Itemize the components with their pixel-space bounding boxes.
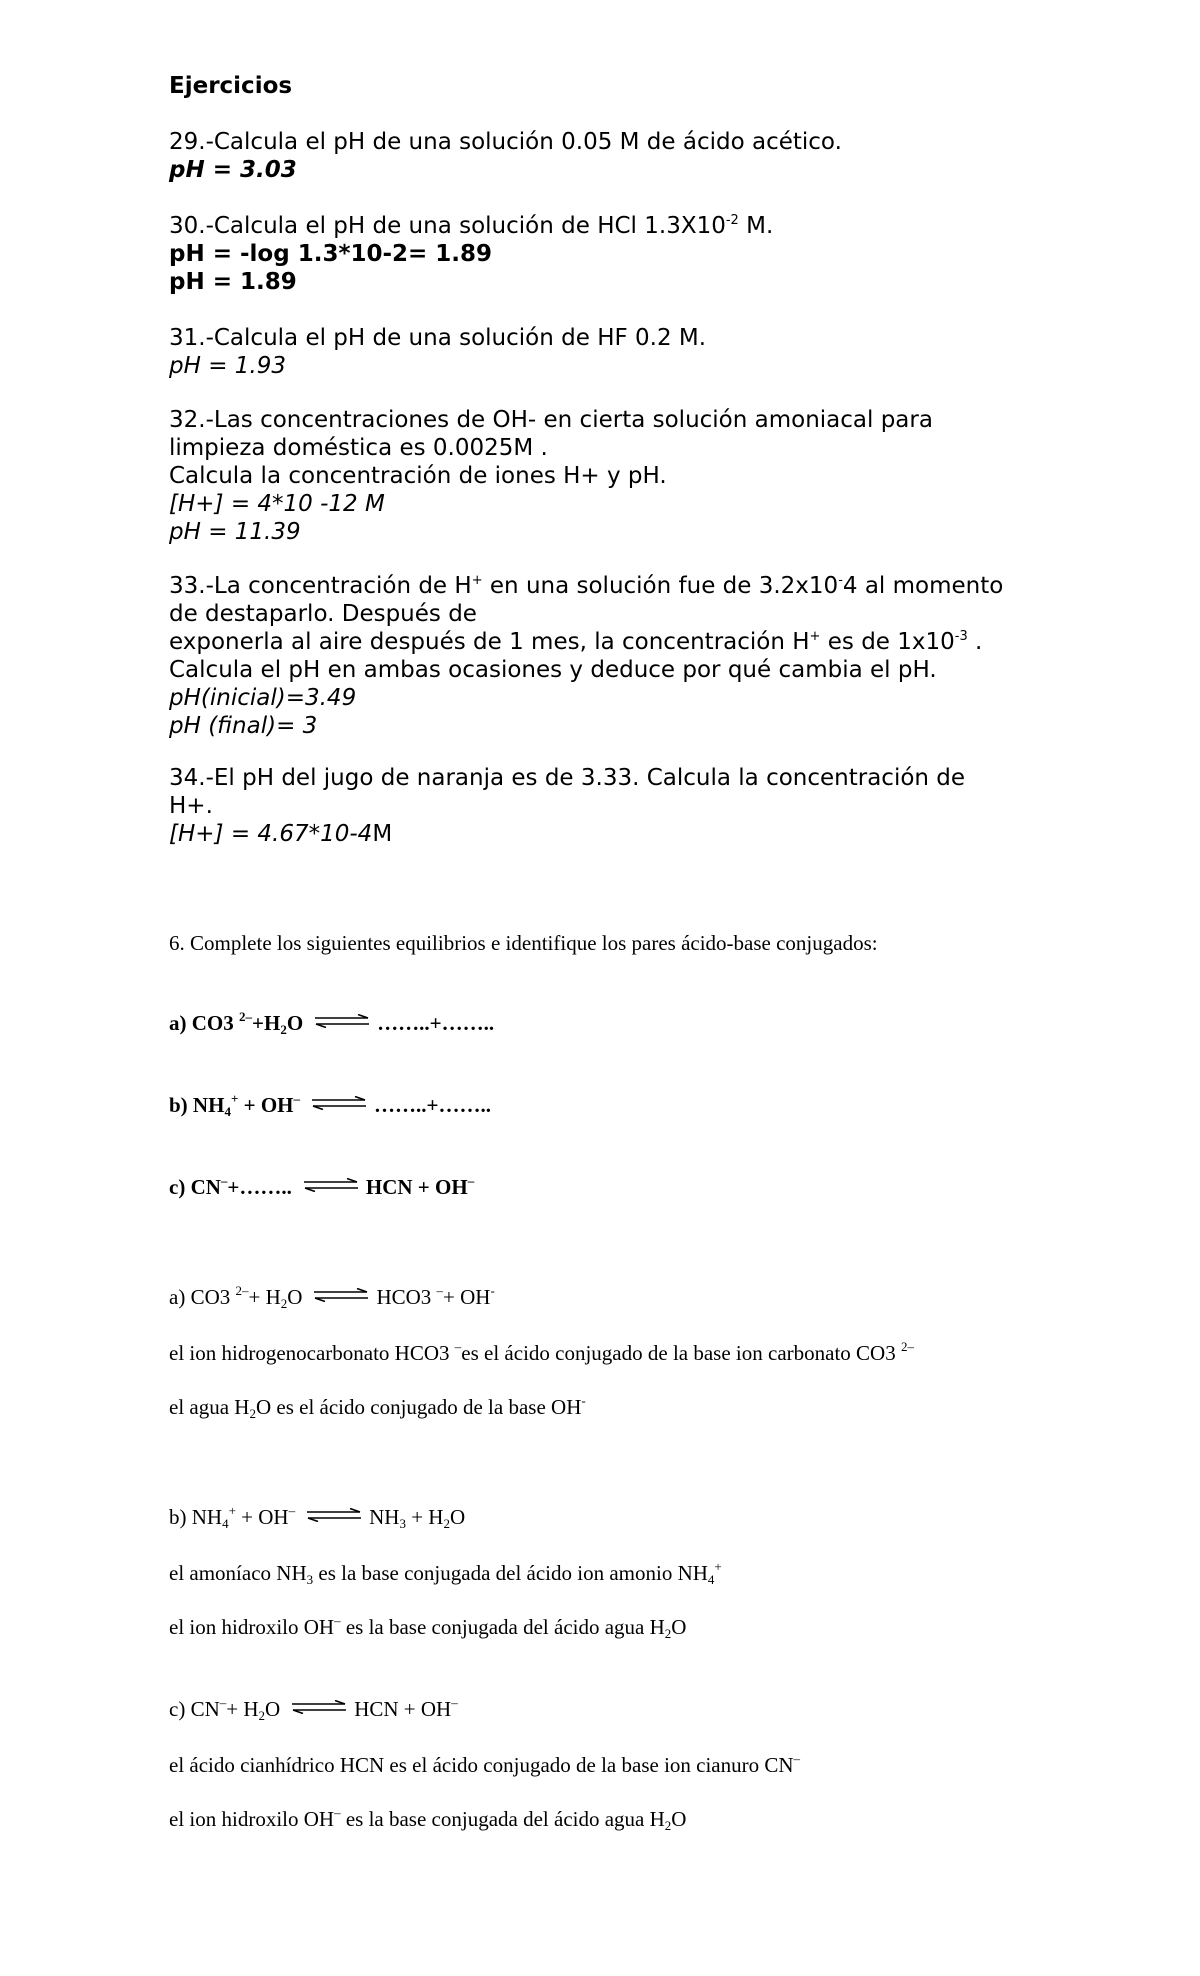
answer-unit: M bbox=[372, 821, 393, 847]
text: ……..+…….. bbox=[374, 1093, 491, 1117]
text: es la base conjugada del ácido ion amonio NH bbox=[313, 1561, 708, 1585]
equilibrium-c bbox=[169, 1174, 1069, 1200]
text: el agua H bbox=[169, 1395, 250, 1419]
question-text-end: M. bbox=[738, 213, 774, 239]
superscript: – bbox=[793, 1751, 801, 1766]
exercise-34-line-1: 34.-El pH del jugo de naranja es de 3.33. Calcula la concentración de bbox=[169, 765, 966, 791]
text: el ácido cianhídrico HCN es el ácido conjugado de la base ion cianuro CN bbox=[169, 1753, 794, 1777]
text: el amoníaco NH bbox=[169, 1561, 307, 1585]
text: + H bbox=[248, 1285, 281, 1309]
equilibrium-b bbox=[169, 1092, 1069, 1118]
exercise-33-line-3 bbox=[169, 628, 1069, 656]
exercise-31 bbox=[169, 324, 1069, 380]
equilibrium-arrow-icon bbox=[310, 1096, 368, 1110]
superscript: – bbox=[293, 1091, 300, 1106]
superscript: + bbox=[809, 629, 821, 644]
superscript: – bbox=[334, 1613, 341, 1628]
equilibrium-arrow-icon bbox=[305, 1508, 363, 1522]
text: O bbox=[287, 1285, 303, 1309]
text: . bbox=[967, 629, 983, 655]
superscript: – bbox=[451, 1695, 458, 1710]
superscript: 2– bbox=[900, 1339, 914, 1354]
text: O bbox=[286, 1011, 304, 1035]
text: b) NH bbox=[169, 1505, 223, 1529]
answer-value: [H+] = 4.67*10-4 bbox=[169, 821, 373, 847]
exercise-30 bbox=[169, 212, 1069, 296]
superscript: 2– bbox=[235, 1283, 249, 1298]
subscript: 2 bbox=[664, 1818, 672, 1833]
superscript: - bbox=[838, 573, 843, 588]
exercise-34 bbox=[169, 764, 1069, 848]
text: el ion hidrogenocarbonato HCO3 bbox=[169, 1341, 455, 1365]
equilibrium-arrow-icon bbox=[312, 1288, 370, 1302]
solution-c-equation bbox=[169, 1696, 1069, 1722]
superscript: + bbox=[228, 1503, 236, 1518]
superscript: - bbox=[581, 1393, 586, 1408]
text: NH bbox=[369, 1505, 400, 1529]
exponent: -2 bbox=[725, 213, 739, 228]
solution-a-text-2 bbox=[169, 1394, 1069, 1420]
exercise-33-line-4: Calcula el pH en ambas ocasiones y deduce por qué cambia el pH. bbox=[169, 657, 937, 683]
subscript: 2 bbox=[258, 1708, 266, 1723]
subscript: 2 bbox=[280, 1022, 287, 1037]
text: b) NH bbox=[169, 1093, 225, 1117]
exercise-29-answer: pH = 3.03 bbox=[169, 157, 297, 183]
text: 33.-La concentración de H bbox=[169, 573, 472, 599]
question-text: 30.-Calcula el pH de una solución de HCl 1.3X10 bbox=[169, 213, 726, 239]
subscript: 2 bbox=[664, 1626, 672, 1641]
subscript: 3 bbox=[399, 1516, 406, 1531]
exercise-32-answer-1: [H+] = 4*10 -12 M bbox=[169, 491, 385, 517]
text: es la base conjugada del ácido agua H bbox=[340, 1807, 665, 1831]
exercise-30-answer-2: pH = 1.89 bbox=[169, 269, 297, 295]
exercise-33-answer-2: pH (final)= 3 bbox=[169, 713, 318, 739]
exercise-34-line-2: H+. bbox=[169, 793, 213, 819]
subscript: 2 bbox=[443, 1516, 450, 1531]
text: a) CO3 bbox=[169, 1011, 239, 1035]
superscript: – bbox=[220, 1173, 228, 1188]
text: +…….. bbox=[227, 1175, 292, 1199]
equilibrium-a bbox=[169, 1010, 1069, 1036]
text: +H bbox=[252, 1011, 281, 1035]
text: c) CN bbox=[169, 1175, 221, 1199]
solution-a-text-1 bbox=[169, 1340, 1069, 1366]
superscript: - bbox=[490, 1283, 495, 1298]
superscript: -3 bbox=[954, 629, 968, 644]
text: el ion hidroxilo OH bbox=[169, 1807, 335, 1831]
superscript: + bbox=[714, 1559, 722, 1574]
solution-c-text-1 bbox=[169, 1752, 1069, 1778]
solution-a-equation bbox=[169, 1284, 1069, 1310]
text: + OH bbox=[235, 1505, 289, 1529]
superscript: – bbox=[219, 1695, 227, 1710]
exercise-32-line-2: limpieza doméstica es 0.0025M . bbox=[169, 435, 548, 461]
text: el ion hidroxilo OH bbox=[169, 1615, 335, 1639]
exercise-29-question: 29.-Calcula el pH de una solución 0.05 M de ácido acético. bbox=[169, 129, 842, 155]
text: + OH bbox=[443, 1285, 491, 1309]
superscript: – bbox=[288, 1503, 296, 1518]
subscript: 3 bbox=[306, 1572, 314, 1587]
text: O bbox=[449, 1505, 466, 1529]
text: HCO3 bbox=[376, 1285, 437, 1309]
exercise-32-line-1: 32.-Las concentraciones de OH- en cierta solución amoniacal para bbox=[169, 407, 933, 433]
exercise-32-line-3: Calcula la concentración de iones H+ y pH. bbox=[169, 463, 667, 489]
text: es el ácido conjugado de la base ion carbonato CO3 bbox=[461, 1341, 901, 1365]
subscript: 4 bbox=[222, 1516, 229, 1531]
text: a) CO3 bbox=[169, 1285, 236, 1309]
text: O bbox=[671, 1807, 687, 1831]
superscript: 2– bbox=[239, 1009, 252, 1024]
text: en una solución fue de 3.2x10 bbox=[482, 573, 839, 599]
text: HCN + OH bbox=[365, 1175, 468, 1199]
text: es la base conjugada del ácido agua H bbox=[340, 1615, 665, 1639]
text: + H bbox=[405, 1505, 444, 1529]
text: O bbox=[671, 1615, 687, 1639]
subscript: 2 bbox=[249, 1406, 256, 1421]
superscript: – bbox=[436, 1283, 444, 1298]
text: ……..+…….. bbox=[377, 1011, 495, 1035]
exercise-33-line-1 bbox=[169, 572, 1069, 600]
equilibrium-arrow-icon bbox=[302, 1178, 360, 1192]
subscript: 2 bbox=[280, 1296, 288, 1311]
exercise-33-answer-1: pH(inicial)=3.49 bbox=[169, 685, 357, 711]
text: + OH bbox=[238, 1093, 294, 1117]
exercise-30-answer-1: pH = -log 1.3*10-2= 1.89 bbox=[169, 241, 493, 267]
superscript: + bbox=[230, 1091, 239, 1106]
equilibrium-arrow-icon bbox=[290, 1700, 348, 1714]
solution-c-text-2 bbox=[169, 1806, 1069, 1832]
exercise-29 bbox=[169, 128, 1069, 184]
text: es de 1x10 bbox=[820, 629, 955, 655]
exercise-32-answer-2: pH = 11.39 bbox=[169, 519, 301, 545]
exercise-32 bbox=[169, 406, 1069, 546]
page-title: Ejercicios bbox=[169, 73, 293, 99]
exercise-30-question bbox=[169, 212, 1069, 240]
exercise-34-answer bbox=[169, 820, 1069, 848]
text: HCN + OH bbox=[354, 1697, 452, 1721]
text: O es el ácido conjugado de la base OH bbox=[255, 1395, 582, 1419]
superscript: + bbox=[471, 573, 483, 588]
exercise-31-question: 31.-Calcula el pH de una solución de HF 0.2 M. bbox=[169, 325, 707, 351]
subscript: 4 bbox=[707, 1572, 715, 1587]
exercise-33-line-2: de destaparlo. Después de bbox=[169, 601, 477, 627]
text: O bbox=[265, 1697, 281, 1721]
solution-b-text-2 bbox=[169, 1614, 1069, 1640]
superscript: – bbox=[454, 1339, 462, 1354]
equilibrium-arrow-icon bbox=[313, 1014, 371, 1028]
solution-b-text-1 bbox=[169, 1560, 1069, 1586]
exercise-33 bbox=[169, 572, 1069, 740]
text: + H bbox=[226, 1697, 259, 1721]
subscript: 4 bbox=[224, 1104, 231, 1119]
text: exponerla al aire después de 1 mes, la concentración H bbox=[169, 629, 810, 655]
question-6-title: 6. Complete los siguientes equilibrios e identifique los pares ácido-base conjugados: bbox=[169, 931, 878, 955]
solution-b-equation bbox=[169, 1504, 1069, 1530]
text: c) CN bbox=[169, 1697, 220, 1721]
superscript: – bbox=[334, 1805, 341, 1820]
text: 4 al momento bbox=[842, 573, 1004, 599]
exercise-31-answer: pH = 1.93 bbox=[169, 353, 286, 379]
superscript: – bbox=[467, 1173, 475, 1188]
